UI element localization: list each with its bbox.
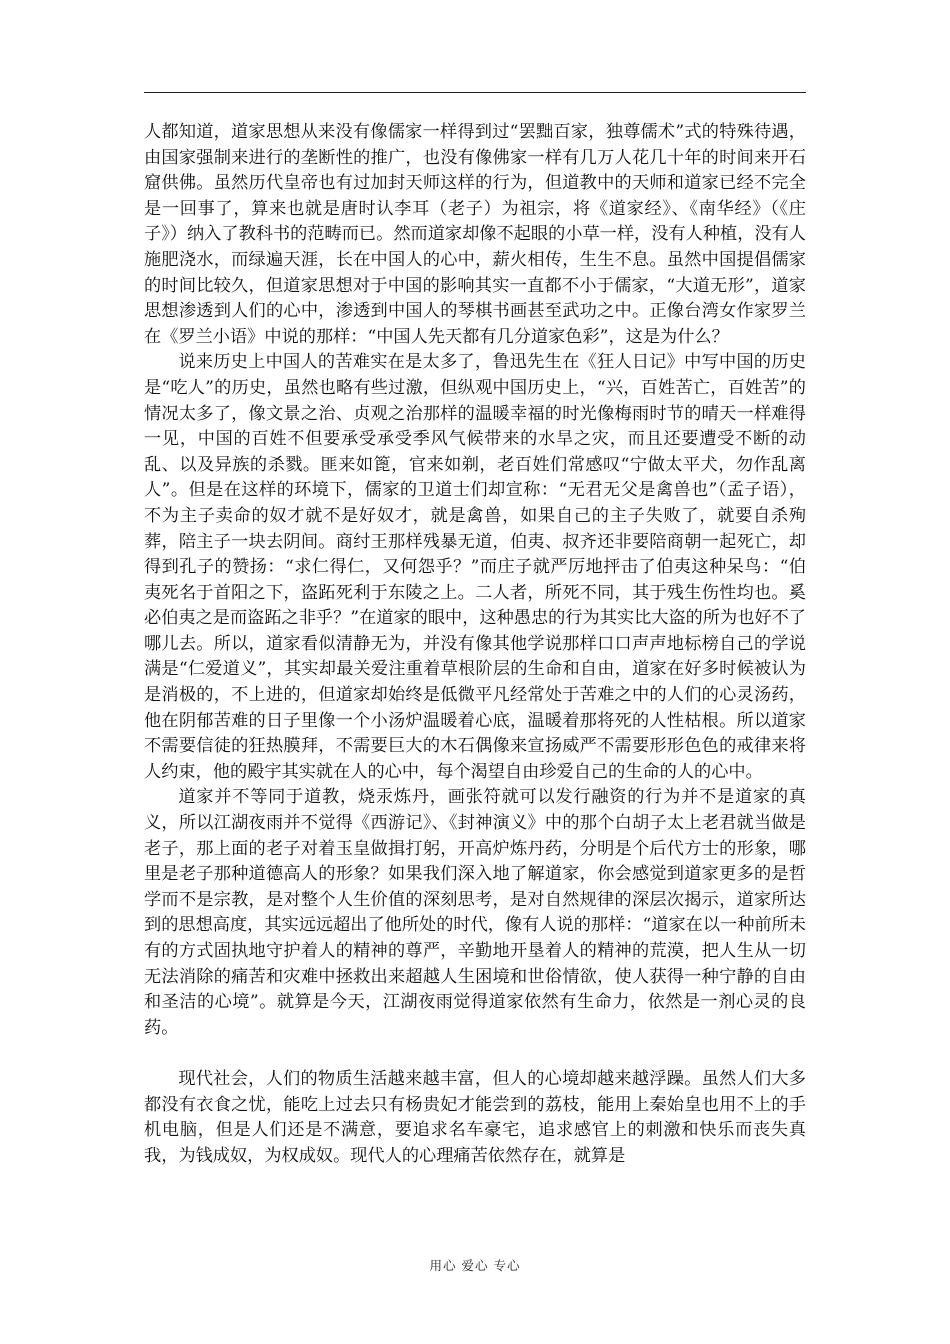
page-footer: 用心 爱心 专心 (429, 1258, 521, 1273)
paragraph-2: 说来历史上中国人的苦难实在是太多了，鲁迅先生在《狂人日记》中写中国的历史是“吃人”的历史，虽然也略有些过激，但纵观中国历史上，“兴，百姓苦亡，百姓苦”的情况太多了，像文景之治、贞观之治那样的温暖幸福的时光像梅雨时节的晴天一样难得一见，中国的百姓不但要承受承受季风气候带来的水旱之灾，而且还要遭受不断的动乱、以及异族的杀戮。匪来如篦，官来如剃，老百姓们常感叹“宁做太平犬，勿作乱离人”。但是在这样的环境下，儒家的卫道士们却宣称：“无君无父是禽兽也”（孟子语），不为主子卖命的奴才就不是好奴才，就是禽兽，如果自己的主子失败了，就要自杀殉葬，陪主子一块去阴间。商纣王那样残暴无道，伯夷、叔齐还非要陪商朝一起死亡，却得到孔子的赞扬：“求仁得仁，又何怨乎？”而庄子就严厉地抨击了伯夷这种呆鸟：“伯夷死名于首阳之下，盗跖死利于东陵之上。二人者，所死不同，其于残生伤性均也。奚必伯夷之是而盗跖之非乎？”在道家的眼中，这种愚忠的行为其实比大盗的所为也好不了哪儿去。所以，道家看似清静无为，并没有像其他学说那样口口声声地标榜自己的学说满是“仁爱道义”，其实却最关爱注重着草根阶层的生命和自由，道家在好多时候被认为是消极的，不上进的，但道家却始终是低微平凡经常处于苦难之中的人们的心灵汤药，他在阴郁苦难的日子里像一个小汤炉温暖着心底，温暖着那将死的人性枯根。所以道家不需要信徒的狂热膜拜，不需要巨大的木石偶像来宣扬威严不需要形形色色的戒律来将人约束，他的殿宇其实就在人的心中，每个渴望自由珍爱自己的生命的人的心中。 (144, 352, 806, 782)
paragraph-4: 现代社会，人们的物质生活越来越丰富，但人的心境却越来越浮躁。虽然人们大多都没有衣食之忧，能吃上过去只有杨贵妃才能尝到的荔枝，能用上秦始皇也用不上的手机电脑，但是人们还是不满意，要追求名车豪宅，追求感官上的刺激和快乐而丧失真我，为钱成奴，为权成奴。现代人的心理痛苦依然存在，就算是 (144, 1068, 806, 1166)
paragraph-3: 道家并不等同于道教，烧汞炼丹，画张符就可以发行融资的行为并不是道家的真义，所以江湖夜雨并不觉得《西游记》、《封神演义》中的那个白胡子太上老君就当做是老子，那上面的老子对着玉皇做揖打躬，开高炉炼丹药，分明是个后代方士的形象，哪里是老子那种道德高人的形象？如果我们深入地了解道家，你会感觉到道家更多的是哲学而不是宗教，是对整个人生价值的深刻思考，是对自然规律的深层次揭示，道家所达到的思想高度，其实远远超出了他所处的时代，像有人说的那样：“道家在以一种前所未有的方式固执地守护着人的精神的尊严，辛勤地开垦着人的精神的荒漠，把人生从一切无法消除的痛苦和灾难中拯救出来超越人生困境和世俗情欲，使人获得一种宁静的自由和圣洁的心境”。就算是今天，江湖夜雨觉得道家依然有生命力，依然是一剂心灵的良药。 (144, 787, 806, 1038)
header-rule (144, 92, 806, 93)
document-body (144, 120, 806, 1169)
paragraph-1: 人都知道，道家思想从来没有像儒家一样得到过“罢黜百家，独尊儒术”式的特殊待遇，由国家强制来进行的垄断性的推广，也没有像佛家一样有几万人花几十年的时间来开石窟供佛。虽然历代皇帝也有过加封天师这样的行为，但道教中的天师和道家已经不完全是一回事了，算来也就是唐时认李耳（老子）为祖宗，将《道家经》、《南华经》（《庄子》）纳入了教科书的范畴而已。然而道家却像不起眼的小草一样，没有人种植，没有人施肥浇水，而绿遍天涯，长在中国人的心中，薪火相传，生生不息。虽然中国提倡儒家的时间比较久，但道家思想对于中国的影响其实一直都不小于儒家，“大道无形”，道家思想渗透到人们的心中，渗透到中国人的琴棋书画甚至武功之中。正像台湾女作家罗兰在《罗兰小语》中说的那样：“中国人先天都有几分道家色彩”，这是为什么？ (144, 122, 806, 347)
